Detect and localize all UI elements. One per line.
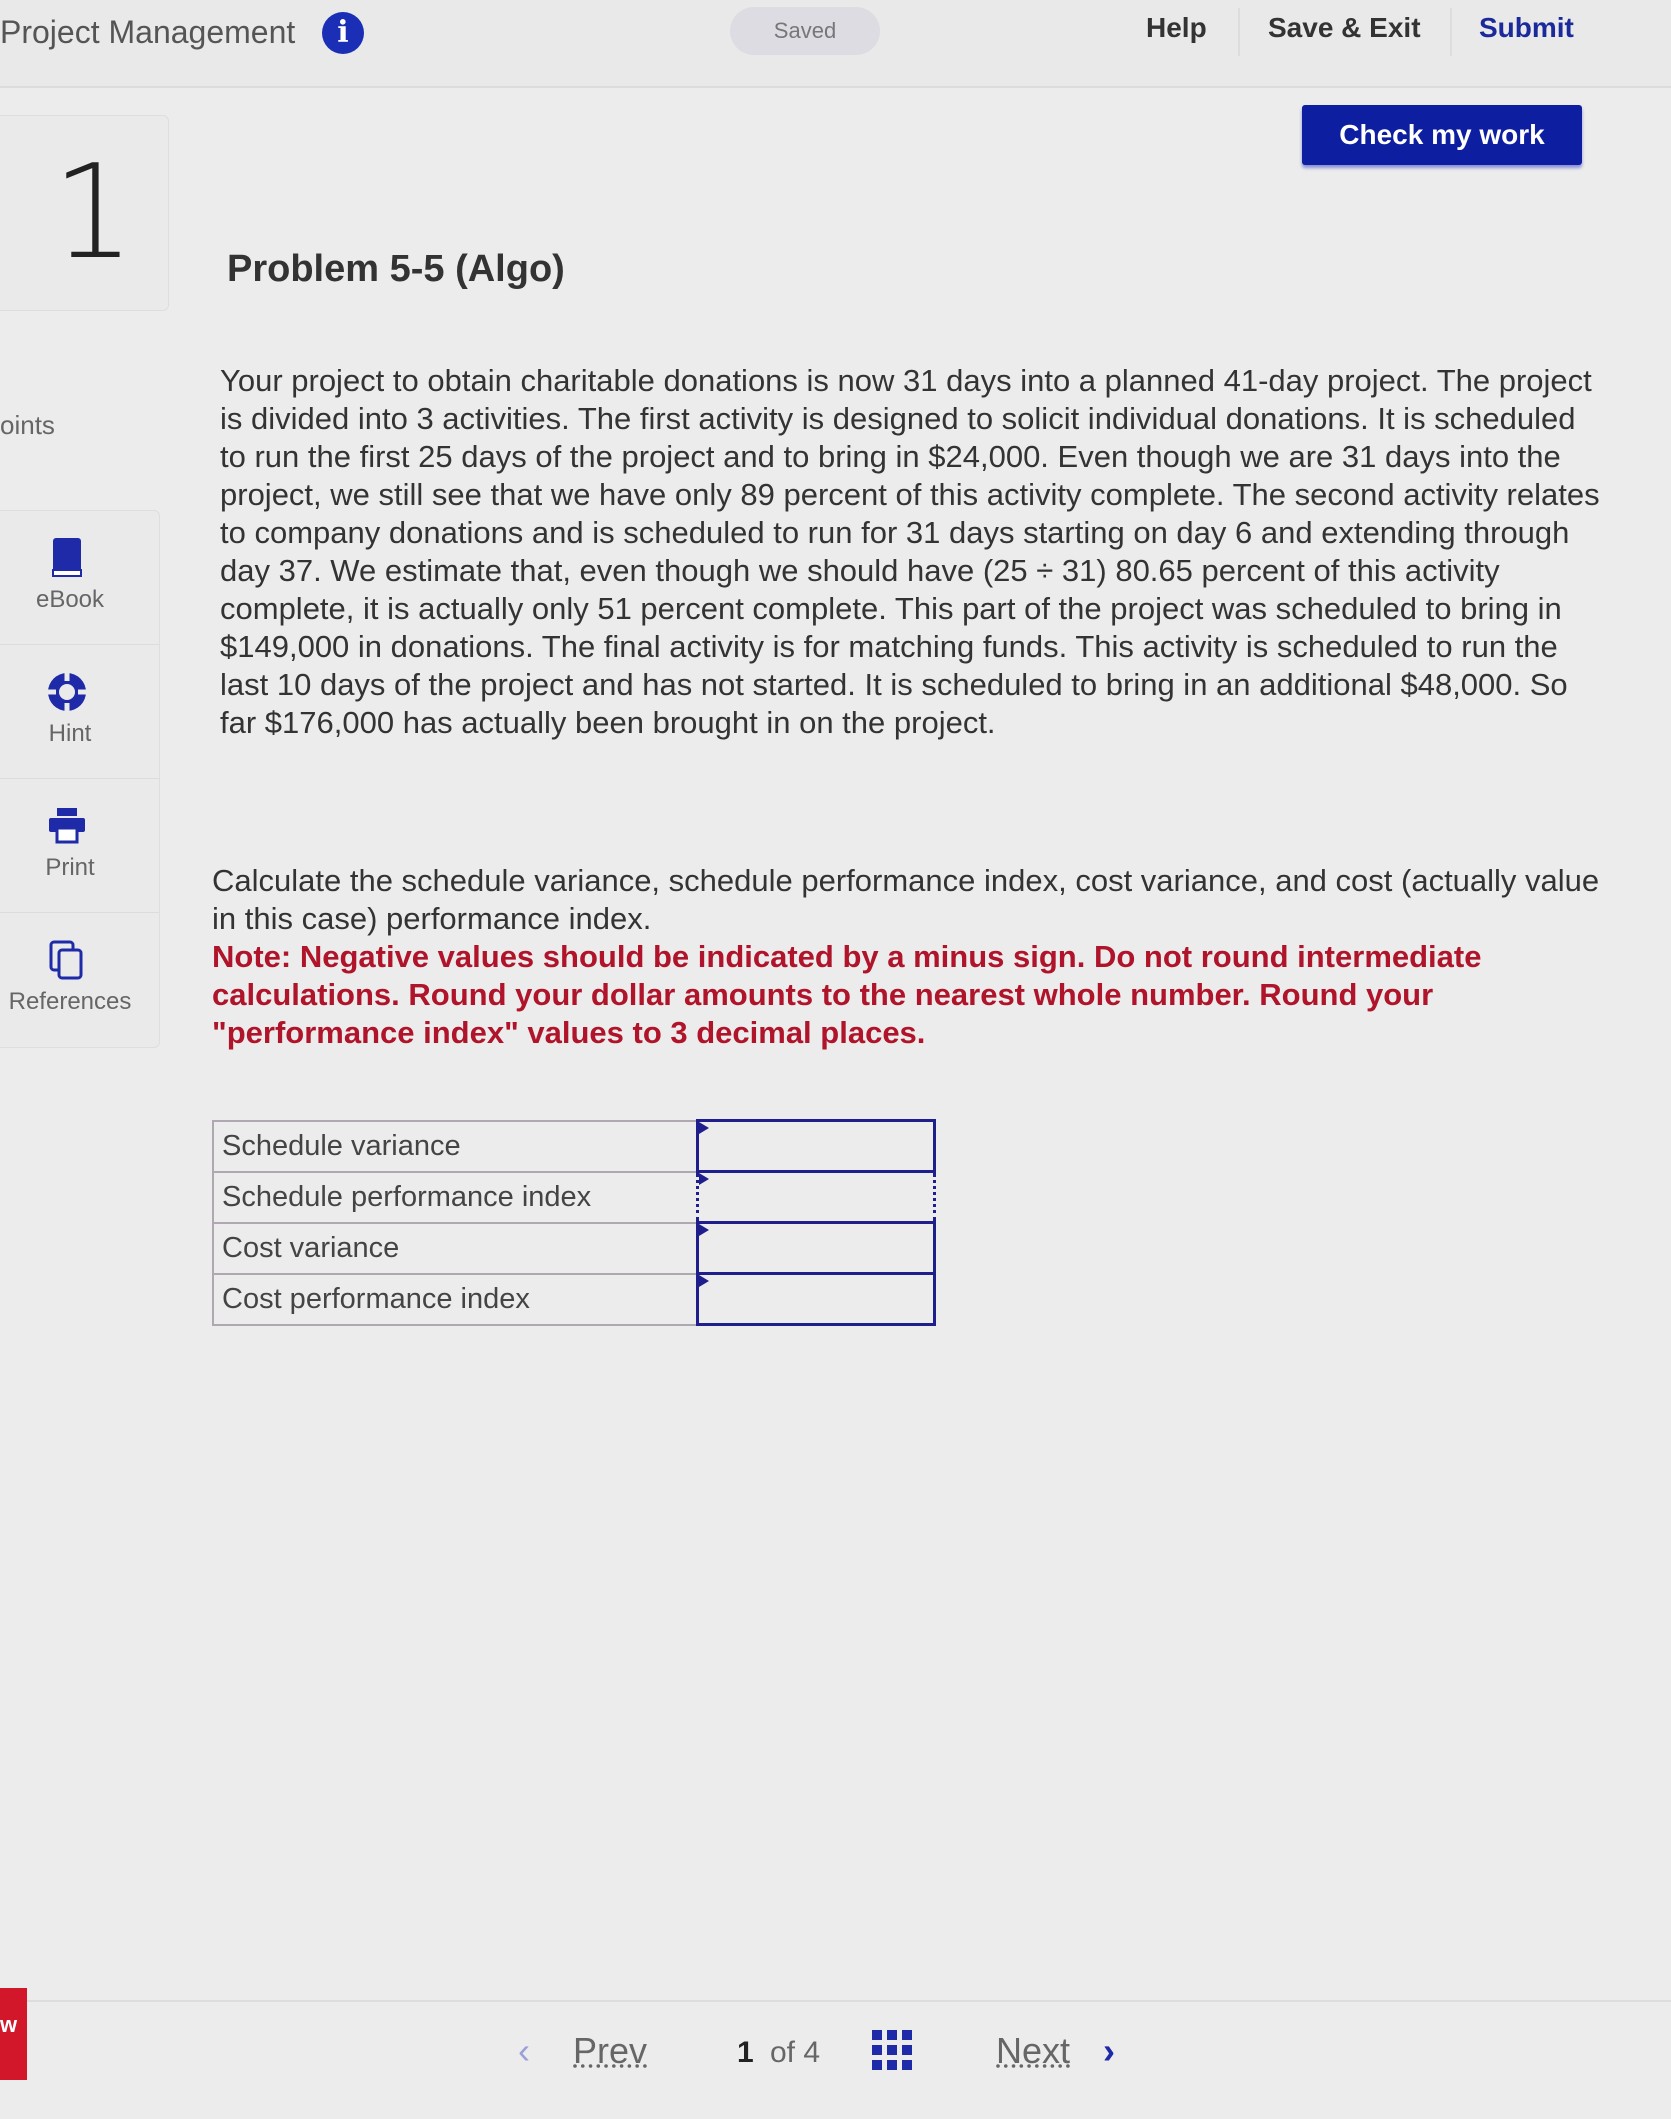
divider (1450, 8, 1452, 56)
page-current: 1 (737, 2036, 754, 2069)
saved-status: Saved (730, 7, 880, 55)
submit-link[interactable]: Submit (1479, 12, 1574, 43)
help-link[interactable]: Help (1146, 12, 1207, 43)
lifebuoy-icon (45, 670, 89, 714)
divider (1238, 8, 1240, 56)
tool-label: References (8, 988, 132, 1015)
chevron-right-icon: › (1103, 2030, 1115, 2071)
tool-label: eBook (35, 586, 105, 613)
table-row (213, 1172, 935, 1223)
cost-variance-input[interactable] (698, 1223, 935, 1274)
printer-icon (45, 804, 89, 848)
book-icon (45, 536, 89, 580)
table-row (213, 1223, 935, 1274)
row-label: Schedule variance (213, 1121, 698, 1172)
schedule-variance-input[interactable] (698, 1121, 935, 1172)
row-label: Schedule performance index (213, 1172, 698, 1223)
note-text: Note: Negative values should be indicated by a minus sign. Do not round intermediate calculations. Round your dollar amounts to the nearest whole number. Round your "performance index" values to 3 decimal places. (212, 939, 1482, 1050)
footer-nav (0, 2000, 1671, 2119)
save-exit-link[interactable]: Save & Exit (1268, 12, 1421, 43)
row-label: Cost variance (213, 1223, 698, 1274)
top-header (0, 0, 1671, 88)
instructions (212, 862, 1612, 1052)
problem-text: Your project to obtain charitable donations is now 31 days into a planned 41-day project. The project is divided into 3 activities. The first activity is designed to solicit individual donations. It is scheduled to run the first 25 days of the project and to bring in $24,000. Even though we are 31 days into the project, we still see that we have only 89 percent of this activity complete. The second activity relates to company donations and is scheduled to run for 31 days starting on day 6 and extending through day 37. We estimate that, even though we should have (25 ÷ 31) 80.65 percent of this activity complete, it is actually only 51 percent complete. This part of the project was scheduled to bring in $149,000 in donations. The final activity is for matching funds. This activity is scheduled to run the last 10 days of the project and has not started. It is scheduled to bring in an additional $48,000. So far $176,000 has actually been brought in on the project. (220, 363, 1600, 740)
question-number-card (0, 115, 169, 311)
brand-logo: w (0, 1988, 27, 2080)
page-total: of 4 (770, 2036, 821, 2069)
next-button[interactable]: Next (996, 2030, 1071, 2071)
ebook-button[interactable] (0, 511, 159, 645)
cost-performance-index-input[interactable] (698, 1274, 935, 1325)
problem-title: Problem 5-5 (Algo) (227, 248, 565, 290)
points-label: oints (0, 410, 55, 440)
question-number: 1 (52, 136, 135, 288)
info-icon[interactable]: i (322, 12, 364, 54)
app-title: Project Management (0, 14, 296, 50)
references-button[interactable] (0, 913, 159, 1047)
grid-icon[interactable] (872, 2030, 914, 2070)
check-my-work-button[interactable]: Check my work (1302, 105, 1582, 165)
schedule-performance-index-input[interactable] (698, 1172, 935, 1223)
hint-button[interactable] (0, 645, 159, 779)
row-label: Cost performance index (213, 1274, 698, 1325)
tool-label: Hint (48, 720, 92, 747)
chevron-left-icon: ‹ (518, 2030, 530, 2071)
table-row (213, 1121, 935, 1172)
tools-sidebar (0, 510, 160, 1048)
table-row (213, 1274, 935, 1325)
answer-table (212, 1119, 936, 1326)
prev-button[interactable]: Prev (573, 2030, 648, 2071)
tool-label: Print (45, 854, 95, 881)
print-button[interactable] (0, 779, 159, 913)
copy-icon (45, 938, 89, 982)
instruction-text: Calculate the schedule variance, schedule performance index, cost variance, and cost (actually value in this case) performance index. (212, 863, 1600, 936)
